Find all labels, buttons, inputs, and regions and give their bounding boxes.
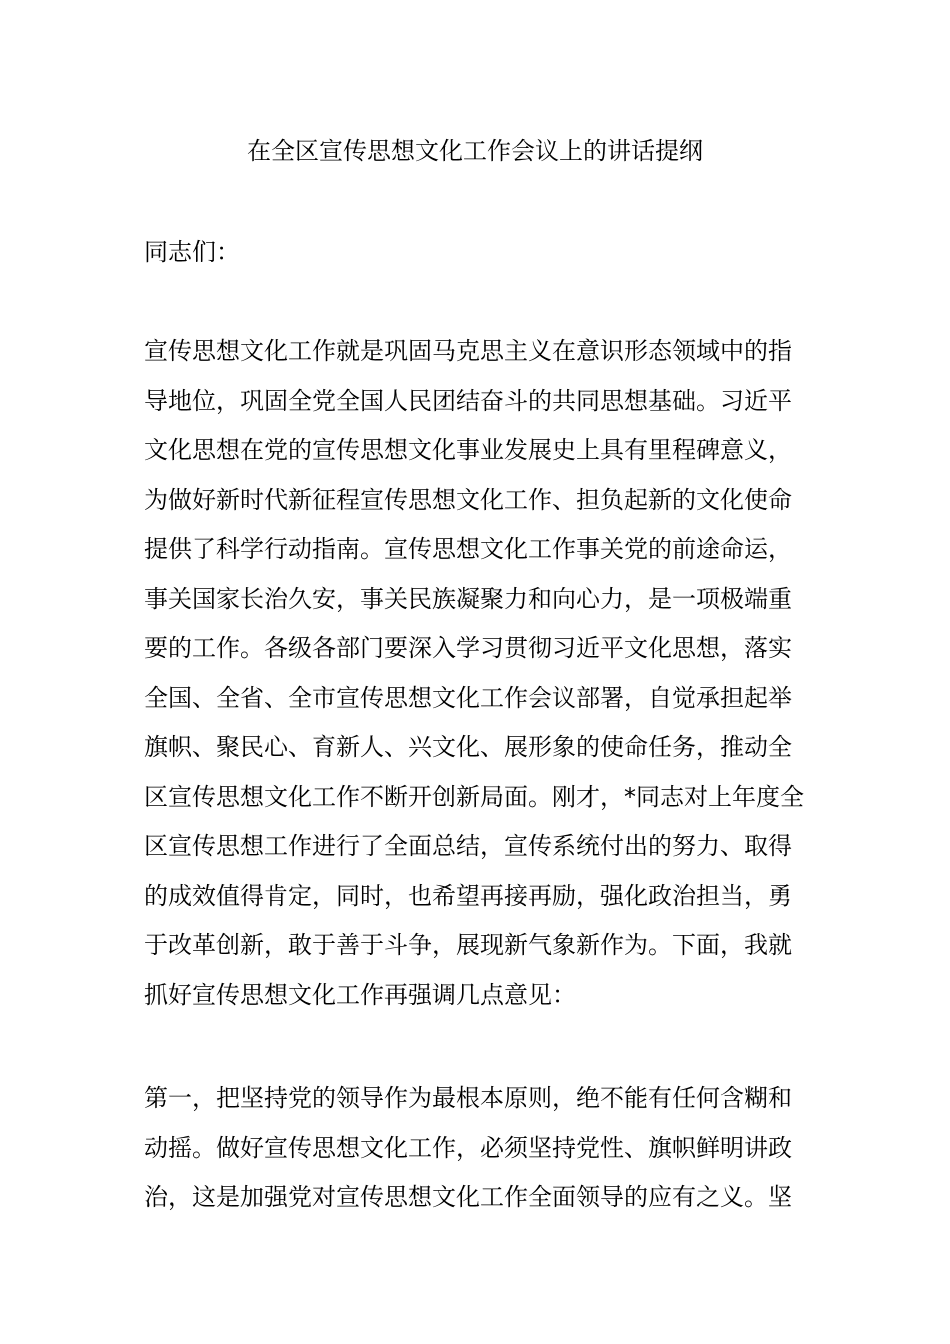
text-line: 区宣传思想工作进行了全面总结，宣传系统付出的努力、取得 [144, 832, 792, 860]
text-line: 宣传思想文化工作就是巩固马克思主义在意识形态领域中的指 [144, 337, 792, 365]
document-title: 在全区宣传思想文化工作会议上的讲话提纲 [247, 137, 703, 165]
paragraph-point-one [144, 1081, 814, 1230]
text-line: 抓好宣传思想文化工作再强调几点意见： [144, 980, 576, 1009]
text-line: 事关国家长治久安，事关民族凝聚力和向心力，是一项极端重 [144, 584, 792, 613]
text-line: 为做好新时代新征程宣传思想文化工作、担负起新的文化使命 [144, 485, 792, 514]
text-line: 导地位，巩固全党全国人民团结奋斗的共同思想基础。习近平 [144, 386, 792, 415]
text-line: 第一，把坚持党的领导作为最根本原则，绝不能有任何含糊和 [144, 1084, 792, 1112]
text-line: 旗帜、聚民心、育新人、兴文化、展形象的使命任务，推动全 [144, 733, 792, 761]
text-line: 动摇。做好宣传思想文化工作，必须坚持党性、旗帜鲜明讲政 [144, 1133, 792, 1162]
text-line: 文化思想在党的宣传思想文化事业发展史上具有里程碑意义， [144, 436, 792, 464]
text-line: 提供了科学行动指南。宣传思想文化工作事关党的前途命运， [144, 535, 792, 563]
text-line: 要的工作。各级各部门要深入学习贯彻习近平文化思想，落实 [144, 634, 792, 662]
text-line: 的成效值得肯定，同时，也希望再接再励，强化政治担当，勇 [144, 881, 792, 910]
text-line: 全国、全省、全市宣传思想文化工作会议部署，自觉承担起举 [144, 683, 792, 712]
text-line: 治，这是加强党对宣传思想文化工作全面领导的应有之义。坚 [144, 1183, 792, 1211]
salutation: 同志们： [144, 238, 240, 266]
paragraph-intro [144, 334, 814, 1027]
text-line: 区宣传思想文化工作不断开创新局面。刚才，*同志对上年度全 [144, 782, 804, 811]
text-line: 于改革创新，敢于善于斗争，展现新气象新作为。下面，我就 [144, 931, 792, 959]
